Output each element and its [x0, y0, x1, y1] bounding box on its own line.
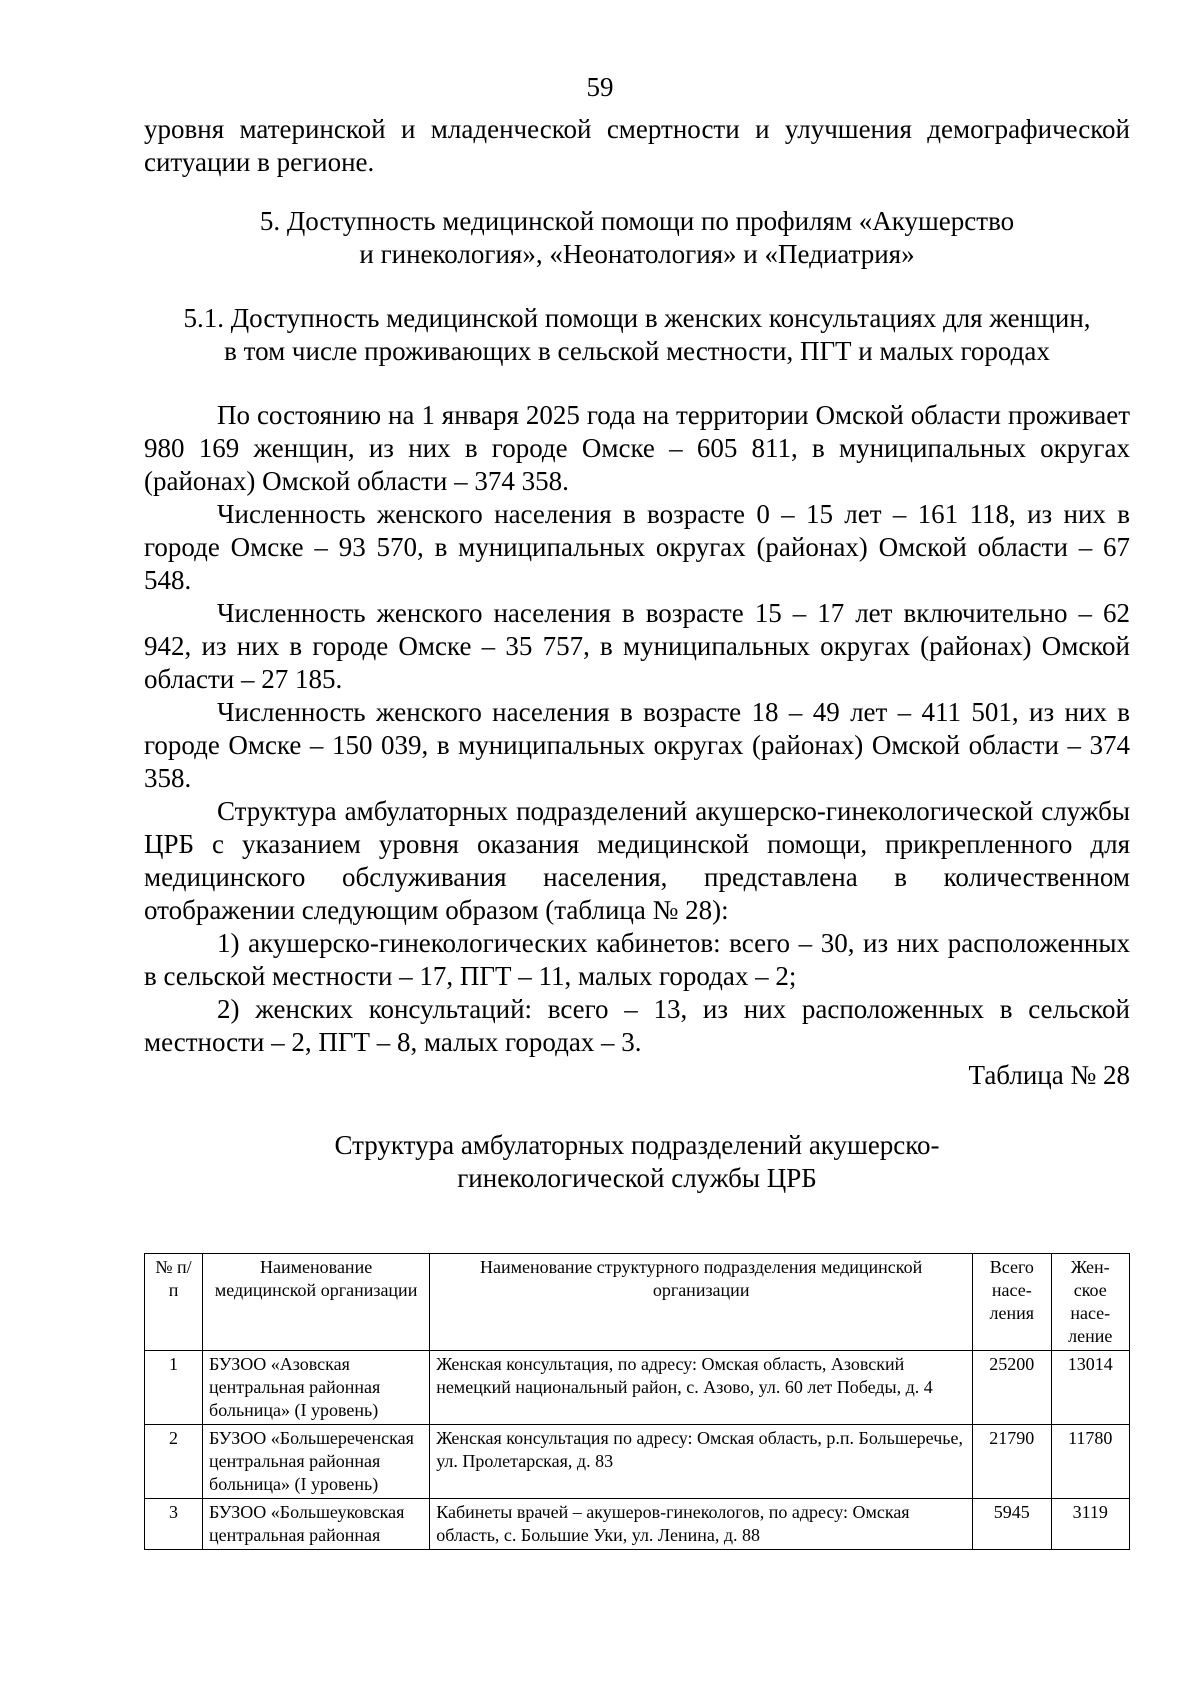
cell-female-population: 3119: [1051, 1499, 1129, 1550]
cell-total-population: 21790: [973, 1425, 1051, 1499]
section-heading-line2: и гинекология», «Неонатология» и «Педиатрия»: [359, 239, 915, 269]
cell-structural-unit: Кабинеты врачей – акушеров-гинекологов, по адресу: Омская область, с. Большие Уки, ул. Ленина, д. 88: [430, 1499, 973, 1550]
paragraph-age-0-15: Численность женского населения в возрасте 0 – 15 лет – 161 118, из них в городе Омске – 93 570, в муниципальных округах (районах) Омской области – 67 548.: [144, 499, 1130, 595]
table-row: [145, 1425, 1130, 1499]
cell-organization: БУЗОО «Большереченская центральная районная больница» (I уровень): [203, 1425, 430, 1499]
header-organization: Наименование медицинской организации: [203, 1254, 430, 1351]
document-body: [144, 113, 1130, 1195]
cell-structural-unit: Женская консультация, по адресу: Омская область, Азовский немецкий национальный район, с. Азово, ул. 60 лет Победы, д. 4: [430, 1351, 973, 1425]
page-number: 59: [586, 72, 614, 102]
cell-structural-unit: Женская консультация по адресу: Омская область, р.п. Большеречье, ул. Пролетарская, д. 83: [430, 1425, 973, 1499]
table-title: [144, 1129, 1130, 1195]
paragraph-age-15-17: Численность женского населения в возрасте 15 – 17 лет включительно – 62 942, из них в городе Омске – 35 757, в муниципальных округах (районах) Омской области – 27 185.: [144, 598, 1130, 694]
cell-total-population: 5945: [973, 1499, 1051, 1550]
table-body: [145, 1351, 1130, 1550]
table-row: [145, 1351, 1130, 1425]
section-heading: [144, 205, 1130, 271]
subsection-heading-line2: в том числе проживающих в сельской местности, ПГТ и малых городах: [224, 336, 1050, 366]
list-item-cabinets: 1) акушерско-гинекологических кабинетов: всего – 30, из них расположенных в сельской местности – 17, ПГТ – 11, малых городах – 2;: [144, 928, 1130, 991]
cell-organization: БУЗОО «Большеуковская центральная районная: [203, 1499, 430, 1550]
header-female-population: Жен-ское насе-ление: [1051, 1254, 1129, 1351]
table-title-line1: Структура амбулаторных подразделений акушерско-: [334, 1130, 940, 1160]
paragraph-age-18-49: Численность женского населения в возрасте 18 – 49 лет – 411 501, из них в городе Омске – 150 039, в муниципальных округах (районах) Омской области – 374 358.: [144, 697, 1130, 793]
header-total-population: Всего насе-ления: [973, 1254, 1051, 1351]
table-row: [145, 1499, 1130, 1550]
header-structural-unit: Наименование структурного подразделения медицинской организации: [430, 1254, 973, 1351]
subsection-heading: [144, 302, 1130, 368]
paragraph-structure: Структура амбулаторных подразделений акушерско-гинекологической службы ЦРБ с указанием уровня оказания медицинской помощи, прикрепленного для медицинского обслуживания населения, представлена в количественном отображении следующим образом (таблица № 28):: [144, 796, 1130, 925]
cell-total-population: 25200: [973, 1351, 1051, 1425]
subsection-heading-line1: 5.1. Доступность медицинской помощи в женских консультациях для женщин,: [183, 303, 1091, 333]
list-item-consultations: 2) женских консультаций: всего – 13, из них расположенных в сельской местности – 2, ПГТ – 8, малых городах – 3.: [144, 994, 1130, 1057]
cell-number: 3: [145, 1499, 203, 1550]
intro-continuation: уровня материнской и младенческой смертности и улучшения демографической ситуации в регионе.: [144, 114, 1130, 177]
table-header-row: [145, 1254, 1130, 1351]
header-number: № п/п: [145, 1254, 203, 1351]
paragraph-population-total: По состоянию на 1 января 2025 года на территории Омской области проживает 980 169 женщин, из них в городе Омске – 605 811, в муниципальных округах (районах) Омской области – 374 358.: [144, 400, 1130, 496]
table-label: Таблица № 28: [968, 1060, 1130, 1090]
structure-table: [144, 1253, 1130, 1550]
cell-organization: БУЗОО «Азовская центральная районная больница» (I уровень): [203, 1351, 430, 1425]
cell-number: 2: [145, 1425, 203, 1499]
table-header: [145, 1254, 1130, 1351]
cell-female-population: 13014: [1051, 1351, 1129, 1425]
section-heading-line1: 5. Доступность медицинской помощи по профилям «Акушерство: [259, 206, 1015, 236]
cell-female-population: 11780: [1051, 1425, 1129, 1499]
table-title-line2: гинекологической службы ЦРБ: [457, 1163, 817, 1193]
cell-number: 1: [145, 1351, 203, 1425]
